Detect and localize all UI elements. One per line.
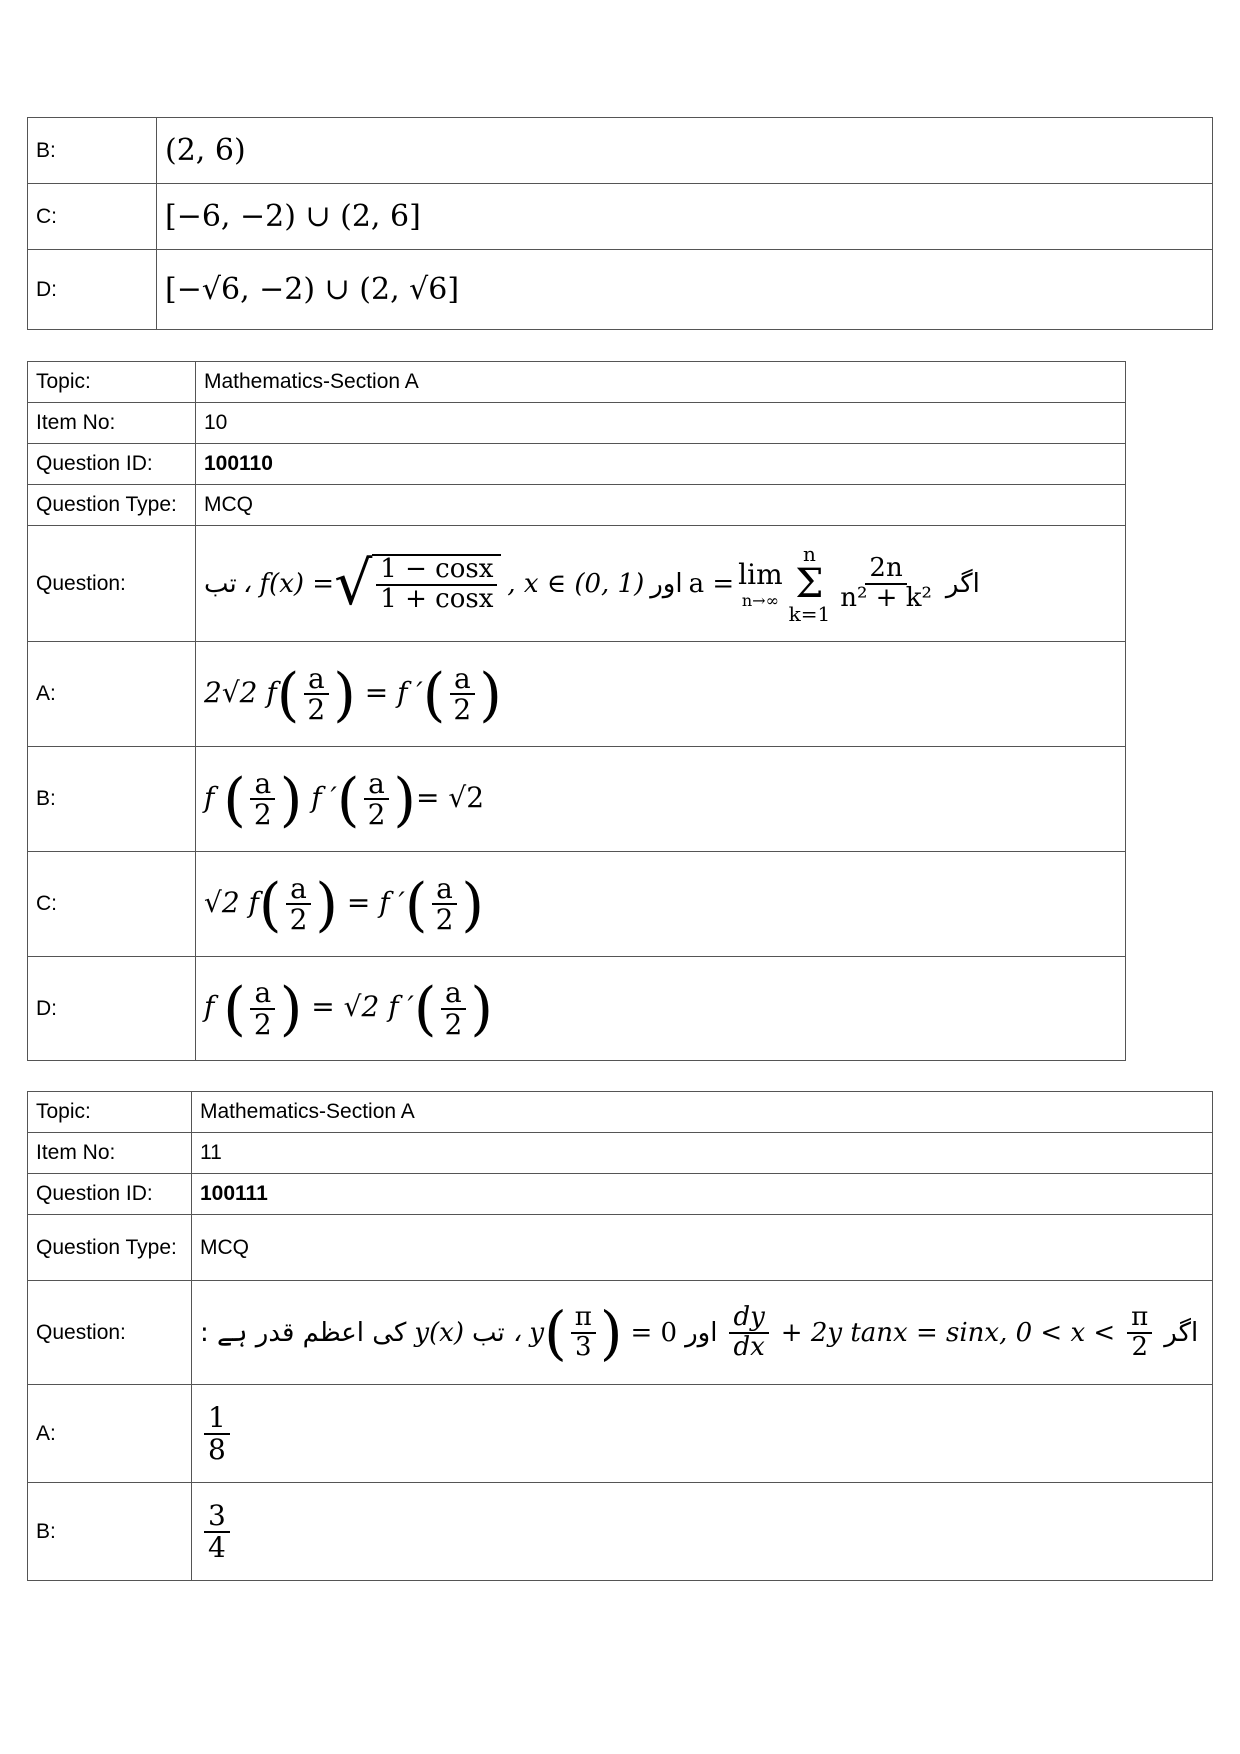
- math-part: 6: [220, 272, 241, 307]
- option-answer: (2, 6): [157, 118, 1213, 184]
- frac-den: 2: [435, 903, 454, 936]
- fraction: [432, 871, 458, 936]
- frac-den: 4: [208, 1530, 226, 1564]
- question-type-value: MCQ: [192, 1215, 1213, 1281]
- item-value: 11: [192, 1133, 1213, 1174]
- options-table-continued: [27, 117, 1213, 330]
- equals-zero: = 0: [630, 1317, 678, 1348]
- option-answer: [192, 1483, 1213, 1581]
- math-part: = √2 f ′: [302, 990, 414, 1023]
- math-part: = f ′: [355, 675, 423, 709]
- math-part: f: [204, 780, 215, 814]
- sum-bottom: k=1: [788, 601, 831, 626]
- question-type-row: [28, 485, 1126, 526]
- frac-num: a: [432, 874, 457, 905]
- question-table-item-10: [27, 361, 1126, 1061]
- fraction: [1127, 1304, 1152, 1361]
- a-equals: a =: [688, 568, 735, 599]
- item-label: Item No:: [28, 403, 196, 444]
- topic-label: Topic:: [28, 362, 196, 403]
- frac-den: 2: [253, 798, 272, 831]
- frac-den: 8: [208, 1432, 226, 1466]
- frac-den: 2: [367, 798, 386, 831]
- frac-den: 3: [575, 1331, 592, 1362]
- question-id-row: [28, 444, 1126, 485]
- fraction: [571, 1304, 596, 1361]
- frac-num: a: [304, 664, 329, 695]
- urdu-then: تب: [204, 568, 237, 599]
- option-answer: [192, 1385, 1213, 1483]
- frac-den: 2: [1131, 1331, 1148, 1362]
- topic-value: Mathematics-Section A: [192, 1092, 1213, 1133]
- question-table-item-11: [27, 1091, 1213, 1581]
- option-label: A:: [28, 1385, 192, 1483]
- item-label: Item No:: [28, 1133, 192, 1174]
- math-part: , −2) ∪ (2,: [240, 272, 410, 307]
- option-answer: f ( $\frac{a}{2}$ ) = √2 f ′( $\frac{a}{2}$ ): [196, 957, 1126, 1061]
- option-label: A:: [28, 642, 196, 747]
- fraction: [836, 555, 936, 612]
- sum-sigma: Σ: [795, 560, 824, 607]
- frac-num: π: [1127, 1304, 1152, 1333]
- function-definition: [242, 548, 502, 619]
- question-text: [192, 1281, 1213, 1385]
- question-id-value: 100110: [196, 444, 1126, 485]
- sum-top: n: [802, 541, 816, 566]
- item-row: [28, 1133, 1213, 1174]
- y-pi-3: ، y ( $\frac{\pi}{3}$ ): [512, 1298, 623, 1367]
- fraction: [376, 556, 497, 613]
- frac-num: a: [286, 874, 311, 905]
- frac-den: 2: [453, 693, 472, 726]
- option-answer: f ( $\frac{a}{2}$ ) f ′( $\frac{a}{2}$ )= √2: [196, 747, 1126, 852]
- math-part: ]: [447, 272, 460, 307]
- frac-num: a: [250, 978, 275, 1009]
- fraction: [250, 766, 276, 831]
- frac-den: n² + k²: [840, 582, 932, 613]
- urdu-and: اور: [650, 568, 683, 599]
- question-label: Question:: [28, 526, 196, 642]
- math-part: = f ′: [338, 885, 405, 919]
- math-part: √2 f: [204, 885, 259, 919]
- question-id-value: 100111: [192, 1174, 1213, 1215]
- option-row-c: [28, 852, 1126, 957]
- fraction: [303, 661, 329, 726]
- item-row: [28, 403, 1126, 444]
- item-value: 10: [196, 403, 1126, 444]
- option-answer: [−6, −2) ∪ (2, 6]: [157, 184, 1213, 250]
- fraction: [440, 978, 466, 1039]
- topic-label: Topic:: [28, 1092, 192, 1133]
- frac-num: 3: [204, 1501, 230, 1532]
- option-row-a: [28, 1385, 1213, 1483]
- math-part: 2√2 f: [204, 675, 277, 709]
- option-row-b: [28, 747, 1126, 852]
- option-answer: [−√6, −2) ∪ (2, √6]: [157, 250, 1213, 330]
- urdu-if: اگر: [945, 568, 980, 599]
- frac-num: dy: [729, 1304, 768, 1333]
- fraction: [204, 1403, 230, 1464]
- question-id-label: Question ID:: [28, 444, 196, 485]
- math-part: [−: [165, 272, 202, 307]
- frac-den: 2: [253, 1007, 272, 1041]
- topic-row: [28, 362, 1126, 403]
- urdu-max: : کی اعظم قدر ہے: [200, 1317, 407, 1348]
- y-of-x: y(x): [414, 1317, 464, 1348]
- question-label: Question:: [28, 1281, 192, 1385]
- option-label: B:: [28, 747, 196, 852]
- question-id-row: [28, 1174, 1213, 1215]
- lim-text: lim: [738, 557, 783, 591]
- option-row-b: [28, 118, 1213, 184]
- math-part: 6: [428, 272, 448, 307]
- topic-row: [28, 1092, 1213, 1133]
- question-row: [28, 526, 1126, 642]
- domain-text: , x ∈ (0, 1): [507, 568, 645, 599]
- frac-num: 1 − cosx: [376, 556, 497, 585]
- question-type-label: Question Type:: [28, 485, 196, 526]
- f-equals: ، f(x) =: [242, 568, 335, 599]
- fraction: [204, 1501, 230, 1562]
- option-label: C:: [28, 184, 157, 250]
- fraction: [286, 871, 312, 936]
- question-id-label: Question ID:: [28, 1174, 192, 1215]
- frac-num: 1: [204, 1403, 230, 1434]
- option-row-c: [28, 184, 1213, 250]
- frac-num: a: [250, 769, 275, 800]
- option-answer: √2 f( $\frac{a}{2}$ ) = f ′( $\frac{a}{2}$ ): [196, 852, 1126, 957]
- option-answer: 2√2 f( $\frac{a}{2}$ ) = f ′( $\frac{a}{2}$ ): [196, 642, 1126, 747]
- question-type-label: Question Type:: [28, 1215, 192, 1281]
- frac-num: a: [441, 978, 466, 1009]
- frac-den: dx: [733, 1331, 765, 1362]
- question-text: [196, 526, 1126, 642]
- option-label: B:: [28, 1483, 192, 1581]
- frac-den: 2: [289, 903, 308, 936]
- lim-sub: n→∞: [741, 590, 779, 610]
- option-label: D:: [28, 957, 196, 1061]
- math-part: f: [204, 990, 215, 1023]
- fraction: [449, 661, 475, 726]
- limit-expression: [688, 541, 940, 626]
- question-type-row: [28, 1215, 1213, 1281]
- urdu-and: اور: [685, 1317, 718, 1348]
- sum-block: [788, 541, 831, 626]
- frac-den: 1 + cosx: [380, 583, 494, 614]
- topic-value: Mathematics-Section A: [196, 362, 1126, 403]
- lim-block: [738, 558, 782, 610]
- range-text: + 2y tanx = sinx, 0 < x <: [780, 1317, 1116, 1348]
- frac-den: 2: [307, 693, 326, 726]
- fraction: [729, 1304, 768, 1361]
- option-row-b: [28, 1483, 1213, 1581]
- option-row-d: [28, 957, 1126, 1061]
- y-prefix: ، y: [512, 1317, 545, 1348]
- frac-num: 2n: [865, 555, 906, 584]
- math-part: = √2: [416, 780, 485, 814]
- option-row-d: [28, 250, 1213, 330]
- option-label: B:: [28, 118, 157, 184]
- frac-num: π: [571, 1304, 596, 1333]
- sqrt-expression: √ $\frac{1 - \cos x}{1 + \cos x}$: [334, 554, 501, 614]
- option-label: C:: [28, 852, 196, 957]
- question-type-value: MCQ: [196, 485, 1126, 526]
- option-label: D:: [28, 250, 157, 330]
- frac-num: a: [450, 664, 475, 695]
- urdu-if: اگر: [1164, 1317, 1199, 1348]
- question-row: [28, 1281, 1213, 1385]
- frac-den: 2: [444, 1007, 463, 1041]
- fraction: [364, 766, 390, 831]
- urdu-then: تب: [471, 1317, 505, 1348]
- fraction: [250, 978, 276, 1039]
- option-row-a: [28, 642, 1126, 747]
- math-part: f ′: [302, 780, 337, 814]
- frac-num: a: [364, 769, 389, 800]
